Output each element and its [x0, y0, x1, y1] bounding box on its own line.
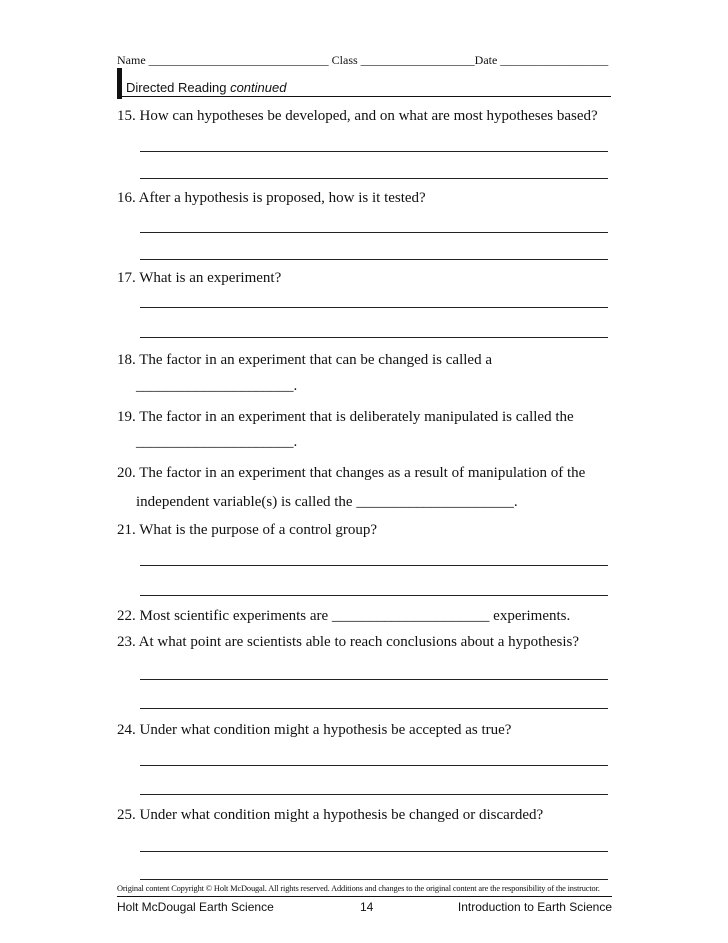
question-21: 21. What is the purpose of a control group? [117, 522, 378, 538]
footer-chapter: Introduction to Earth Science [457, 900, 612, 914]
answer-line[interactable] [140, 232, 608, 233]
answer-line[interactable] [140, 565, 608, 566]
answer-line[interactable] [140, 708, 608, 709]
question-16: 16. After a hypothesis is proposed, how is it tested? [117, 190, 426, 206]
section-rule [117, 96, 611, 97]
answer-line[interactable] [140, 765, 608, 766]
question-19-blank[interactable]: _____________________. [136, 434, 298, 450]
answer-line[interactable] [140, 679, 608, 680]
question-24: 24. Under what condition might a hypothesis be accepted as true? [117, 722, 512, 738]
section-bar [117, 68, 122, 99]
question-17: 17. What is an experiment? [117, 270, 282, 286]
section-suffix: continued [230, 80, 287, 95]
question-20: 20. The factor in an experiment that changes as a result of manipulation of the [117, 465, 586, 481]
question-18-blank[interactable]: _____________________. [136, 378, 298, 394]
copyright-notice: Original content Copyright © Holt McDougal. All rights reserved. Additions and changes to the original content are the responsibility of the instructor. [117, 884, 600, 893]
question-23: 23. At what point are scientists able to reach conclusions about a hypothesis? [117, 634, 579, 650]
question-25: 25. Under what condition might a hypothesis be changed or discarded? [117, 807, 544, 823]
answer-line[interactable] [140, 151, 608, 152]
question-22[interactable]: 22. Most scientific experiments are _____________________ experiments. [117, 608, 571, 624]
answer-line[interactable] [140, 307, 608, 308]
answer-line[interactable] [140, 178, 608, 179]
answer-line[interactable] [140, 851, 608, 852]
question-15: 15. How can hypotheses be developed, and on what are most hypotheses based? [117, 108, 598, 124]
question-18: 18. The factor in an experiment that can be changed is called a [117, 352, 492, 368]
answer-line[interactable] [140, 595, 608, 596]
answer-line[interactable] [140, 337, 608, 338]
name-class-date-header: Name ______________________________ Class ___________________Date __________________ [117, 53, 609, 67]
section-label: Directed Reading [126, 80, 227, 95]
page-number: 14 [360, 900, 374, 914]
answer-line[interactable] [140, 259, 608, 260]
footer-publisher: Holt McDougal Earth Science [117, 900, 274, 914]
question-20-continued[interactable]: independent variable(s) is called the _____________________. [136, 494, 518, 510]
answer-line[interactable] [140, 879, 608, 880]
answer-line[interactable] [140, 794, 608, 795]
question-19: 19. The factor in an experiment that is deliberately manipulated is called the [117, 409, 574, 425]
footer-rule [117, 896, 612, 897]
section-title [126, 80, 286, 95]
